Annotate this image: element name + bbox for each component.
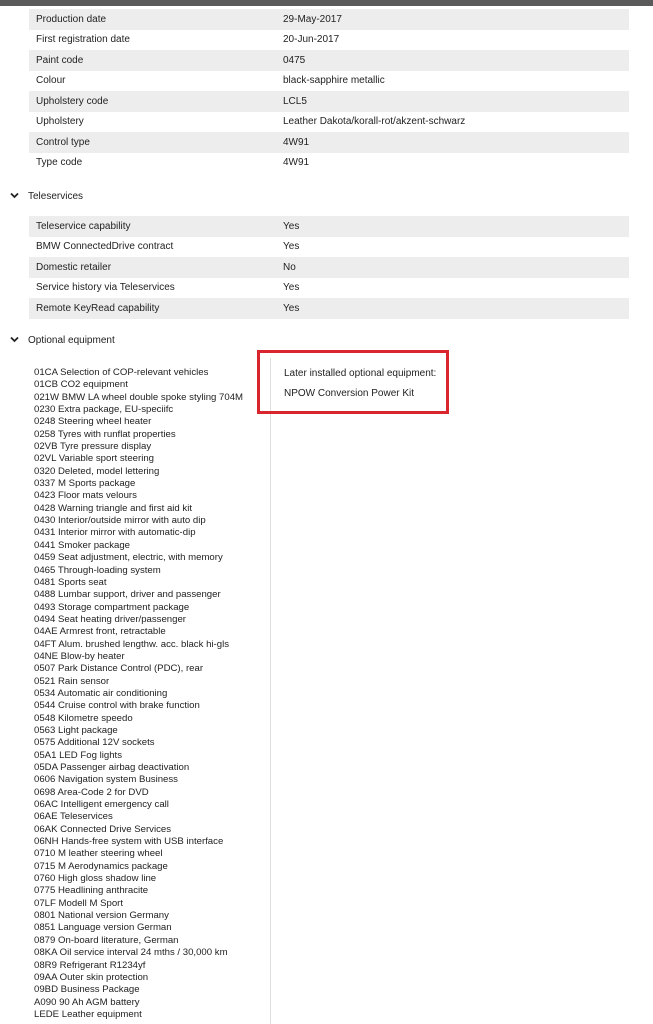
- equipment-item: 06NH Hands-free system with USB interface: [34, 836, 224, 848]
- equipment-item: 0575 Additional 12V sockets: [34, 737, 155, 749]
- detail-row: [29, 153, 629, 174]
- equipment-item: 0879 On-board literature, German: [34, 934, 179, 946]
- equipment-item: 0544 Cruise control with brake function: [34, 700, 200, 712]
- detail-label: Teleservice capability: [36, 220, 131, 232]
- equipment-item: 04NE Blow-by heater: [34, 650, 125, 662]
- detail-label: Service history via Teleservices: [36, 282, 175, 294]
- detail-value: 4W91: [283, 157, 310, 169]
- detail-label: Production date: [36, 13, 107, 25]
- equipment-item: 08KA Oil service interval 24 mths / 30,000 km: [34, 947, 228, 959]
- detail-label: First registration date: [36, 34, 130, 46]
- detail-value: No: [283, 261, 296, 273]
- detail-label: Paint code: [36, 54, 84, 66]
- detail-value: 4W91: [283, 136, 310, 148]
- equipment-item: 021W BMW LA wheel double spoke styling 704M: [34, 391, 244, 403]
- chevron-down-icon: [10, 189, 22, 203]
- equipment-item: 05A1 LED Fog lights: [34, 749, 122, 761]
- equipment-item: 06AK Connected Drive Services: [34, 823, 172, 835]
- detail-row: [29, 278, 629, 299]
- detail-value: Yes: [283, 220, 300, 232]
- detail-row: [29, 112, 629, 133]
- detail-label: Domestic retailer: [36, 261, 112, 273]
- equipment-item: 04AE Armrest front, retractable: [34, 626, 166, 638]
- equipment-item: 06AC Intelligent emergency call: [34, 799, 169, 811]
- equipment-item: 09AA Outer skin protection: [34, 971, 149, 983]
- detail-label: BMW ConnectedDrive contract: [36, 241, 174, 253]
- vehicle-details-table: [29, 9, 629, 173]
- detail-value: black-sapphire metallic: [283, 75, 385, 87]
- detail-value: 0475: [283, 54, 306, 66]
- equipment-item: 0775 Headlining anthracite: [34, 885, 149, 897]
- equipment-item: 04FT Alum. brushed lengthw. acc. black hi-gls: [34, 638, 229, 650]
- equipment-item: 05DA Passenger airbag deactivation: [34, 762, 190, 773]
- detail-row: [29, 30, 629, 51]
- detail-label: Colour: [36, 75, 66, 87]
- detail-label: Remote KeyRead capability: [36, 302, 160, 314]
- equipment-item: A090 90 Ah AGM battery: [34, 996, 140, 1008]
- optional-equipment-title: Optional equipment: [28, 334, 115, 346]
- equipment-item: 0441 Smoker package: [34, 539, 130, 551]
- optional-equipment-section-header[interactable]: [10, 333, 115, 347]
- optional-equipment-list: [34, 367, 266, 1021]
- equipment-item: 0851 Language version German: [34, 922, 172, 934]
- equipment-item: 0548 Kilometre speedo: [34, 712, 133, 724]
- detail-row: [29, 132, 629, 153]
- equipment-item: 0493 Storage compartment package: [34, 601, 190, 613]
- detail-value: 29-May-2017: [283, 13, 342, 25]
- chevron-down-icon: [10, 333, 22, 347]
- equipment-item: 0534 Automatic air conditioning: [34, 687, 168, 699]
- equipment-item: 0459 Seat adjustment, electric, with memory: [34, 552, 223, 564]
- detail-label: Upholstery code: [36, 95, 109, 107]
- equipment-item: 06AE Teleservices: [34, 811, 113, 823]
- equipment-item: 0801 National version Germany: [34, 910, 169, 922]
- detail-row: [29, 216, 629, 237]
- equipment-item: 0494 Seat heating driver/passenger: [34, 613, 187, 625]
- detail-row: [29, 9, 629, 30]
- detail-row: [29, 91, 629, 112]
- detail-value: Leather Dakota/korall-rot/akzent-schwarz: [283, 116, 466, 128]
- teleservices-section-header[interactable]: [10, 189, 83, 203]
- equipment-item: 0507 Park Distance Control (PDC), rear: [34, 663, 204, 675]
- equipment-item: 01CB CO2 equipment: [34, 379, 128, 391]
- later-installed-label: Later installed optional equipment:: [284, 368, 437, 379]
- detail-row: [29, 257, 629, 278]
- detail-row: [29, 298, 629, 319]
- teleservices-table: [29, 216, 629, 319]
- top-bar: [0, 0, 653, 6]
- equipment-item: 0430 Interior/outside mirror with auto dip: [34, 515, 206, 527]
- equipment-item: 02VB Tyre pressure display: [34, 441, 152, 453]
- detail-value: 20-Jun-2017: [283, 34, 340, 46]
- equipment-item: 0563 Light package: [34, 724, 118, 736]
- later-installed-highlight-box: [257, 350, 449, 414]
- detail-label: Type code: [36, 157, 83, 169]
- equipment-item: 0481 Sports seat: [34, 576, 107, 588]
- detail-row: [29, 237, 629, 258]
- equipment-item: 0488 Lumbar support, driver and passenger: [34, 589, 221, 601]
- equipment-item: 09BD Business Package: [34, 984, 140, 996]
- detail-label: Upholstery: [36, 116, 84, 128]
- equipment-item: 0428 Warning triangle and first aid kit: [34, 502, 193, 514]
- detail-value: Yes: [283, 241, 300, 253]
- equipment-item: 0521 Rain sensor: [34, 675, 110, 687]
- equipment-item: LEDE Leather equipment: [34, 1008, 142, 1020]
- equipment-item: 07LF Modell M Sport: [34, 897, 124, 909]
- column-divider: [270, 358, 271, 1024]
- equipment-item: 0431 Interior mirror with automatic-dip: [34, 527, 196, 539]
- equipment-item: 08R9 Refrigerant R1234yf: [34, 959, 146, 971]
- equipment-item: 0248 Steering wheel heater: [34, 416, 152, 428]
- teleservices-title: Teleservices: [28, 190, 84, 202]
- equipment-item: 0606 Navigation system Business: [34, 774, 178, 786]
- equipment-item: 0760 High gloss shadow line: [34, 873, 157, 885]
- detail-value: Yes: [283, 282, 300, 294]
- equipment-item: 0710 M leather steering wheel: [34, 848, 163, 860]
- equipment-item: 0698 Area-Code 2 for DVD: [34, 786, 149, 798]
- detail-label: Control type: [36, 136, 90, 148]
- equipment-item: 0715 M Aerodynamics package: [34, 860, 168, 872]
- equipment-item: 0230 Extra package, EU-speciifc: [34, 404, 174, 416]
- detail-value: LCL5: [283, 95, 307, 107]
- equipment-item: 0258 Tyres with runflat properties: [34, 428, 176, 440]
- equipment-item: 0423 Floor mats velours: [34, 490, 137, 502]
- equipment-item: 0465 Through-loading system: [34, 564, 161, 576]
- detail-row: [29, 50, 629, 71]
- equipment-item: 02VL Variable sport steering: [34, 453, 154, 465]
- equipment-item: 01CA Selection of COP-relevant vehicles: [34, 367, 209, 378]
- equipment-item: 0337 M Sports package: [34, 478, 136, 490]
- equipment-item: 0320 Deleted, model lettering: [34, 465, 160, 477]
- later-installed-item: NPOW Conversion Power Kit: [284, 388, 415, 399]
- detail-value: Yes: [283, 302, 300, 314]
- detail-row: [29, 71, 629, 92]
